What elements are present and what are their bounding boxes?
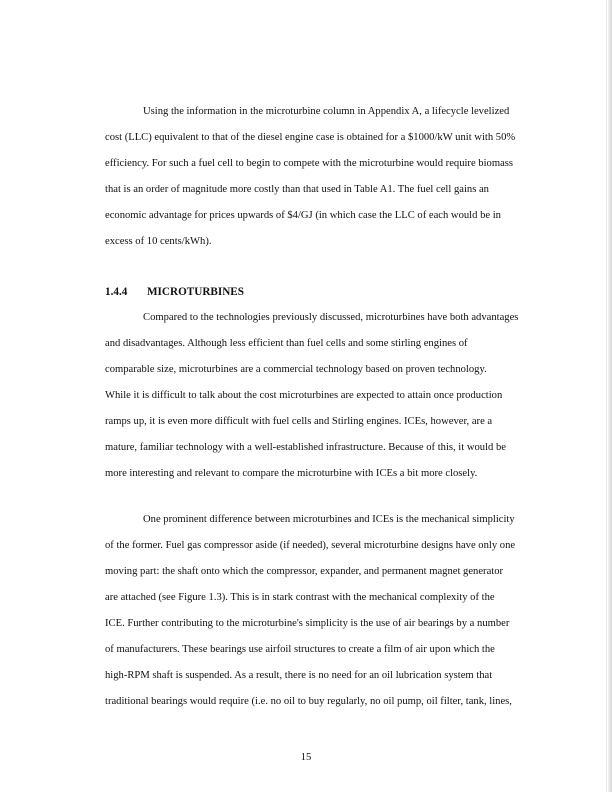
section-number: 1.4.4 bbox=[105, 286, 128, 298]
paragraph-line: While it is difficult to talk about the cost microturbines are expected to attain once production bbox=[105, 390, 503, 401]
paragraph-line: that is an order of magnitude more costly than that used in Table A1. The fuel cell gains an bbox=[105, 184, 489, 195]
paragraph-line: economic advantage for prices upwards of $4/GJ (in which case the LLC of each would be in bbox=[105, 210, 501, 221]
page-edge-shadow bbox=[606, 0, 607, 792]
paragraph-line: ICE. Further contributing to the microturbine's simplicity is the use of air bearings by a number bbox=[105, 618, 510, 629]
paragraph-line: Using the information in the microturbine column in Appendix A, a lifecycle levelized bbox=[143, 106, 510, 117]
paragraph-line: Compared to the technologies previously discussed, microturbines have both advantages bbox=[143, 312, 519, 323]
paragraph-line: traditional bearings would require (i.e. no oil to buy regularly, no oil pump, oil filter, tank, lines, bbox=[105, 696, 512, 707]
paragraph-line: of manufacturers. These bearings use airfoil structures to create a film of air upon which the bbox=[105, 644, 495, 655]
page-content bbox=[105, 99, 543, 715]
page-number: 15 bbox=[300, 752, 312, 763]
paragraph-line: high-RPM shaft is suspended. As a result, there is no need for an oil lubrication system that bbox=[105, 670, 493, 681]
paragraph-llc-comparison bbox=[105, 99, 543, 255]
paragraph-mechanical-simplicity bbox=[105, 507, 543, 715]
paragraph-microturbine-overview bbox=[105, 305, 543, 487]
paragraph-line: comparable size, microturbines are a commercial technology based on proven technology. bbox=[105, 364, 487, 375]
paragraph-line: ramps up, it is even more difficult with fuel cells and Stirling engines. ICEs, however, are a bbox=[105, 416, 493, 427]
paragraph-line: efficiency. For such a fuel cell to begin to compete with the microturbine would require biomass bbox=[105, 158, 514, 169]
paragraph-line: moving part: the shaft onto which the compressor, expander, and permanent magnet generator bbox=[105, 566, 504, 577]
paragraph-line: One prominent difference between microturbines and ICEs is the mechanical simplicity bbox=[143, 514, 515, 525]
paragraph-line: are attached (see Figure 1.3). This is in stark contrast with the mechanical complexity of the bbox=[105, 592, 495, 603]
paragraph-line: of the former. Fuel gas compressor aside (if needed), several microturbine designs have only one bbox=[105, 540, 516, 551]
paragraph-line: mature, familiar technology with a well-established infrastructure. Because of this, it would be bbox=[105, 442, 506, 453]
section-title: MICROTURBINES bbox=[147, 286, 244, 298]
paragraph-line: and disadvantages. Although less efficient than fuel cells and some stirling engines of bbox=[105, 338, 468, 349]
section-heading bbox=[105, 279, 543, 305]
paragraph-line: cost (LLC) equivalent to that of the diesel engine case is obtained for a $1000/kW unit with 50% bbox=[105, 132, 516, 143]
page-edge bbox=[608, 0, 612, 792]
paragraph-line: more interesting and relevant to compare the microturbine with ICEs a bit more closely. bbox=[105, 468, 478, 479]
paragraph-line: excess of 10 cents/kWh). bbox=[105, 236, 212, 247]
